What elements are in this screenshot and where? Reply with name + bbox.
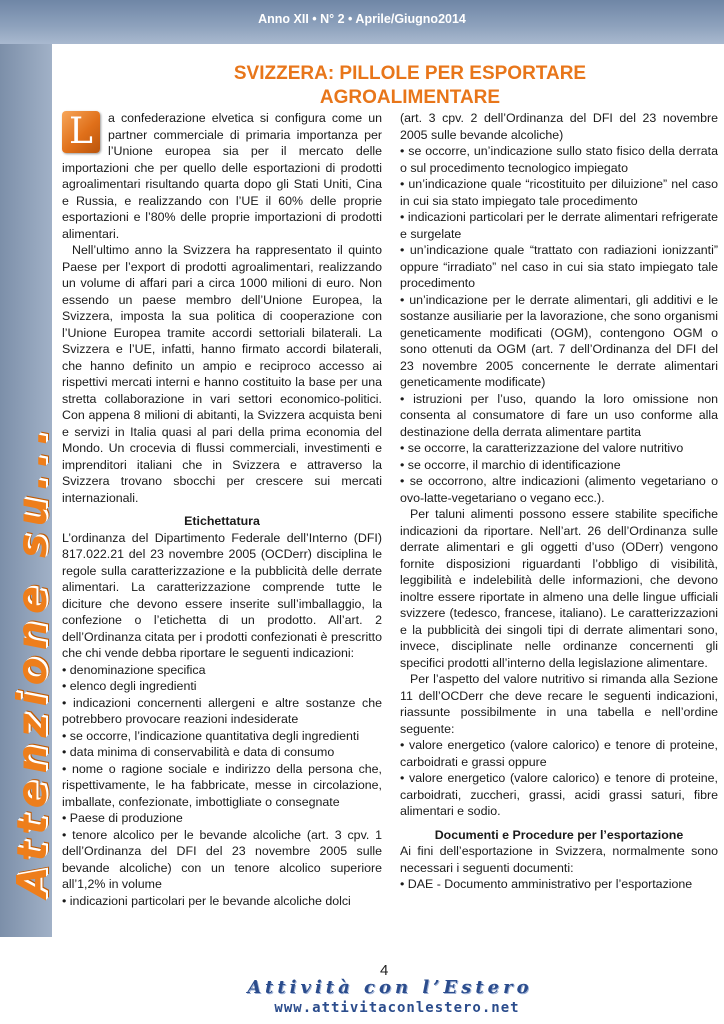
- paragraph: Ai fini dell’esportazione in Svizzera, normalmente sono necessari i seguenti documenti:: [400, 844, 718, 875]
- list-item: • un’indicazione per le derrate alimentari, gli additivi e le sostanze ausiliarie per la lavorazione, che sono organismi geneticamente modificati (OGM), contengono OGM o sono ottenuti da OGM (art. 7 dell’Ordinanza del DFI del 23 novembre 2005 concernente le derrate alimentari geneticamente modificate): [400, 292, 718, 389]
- list-item-continued: (art. 3 cpv. 2 dell’Ordinanza del DFI del 23 novembre 2005 sulle bevande alcoliche): [400, 111, 718, 142]
- section-heading-documenti: Documenti e Procedure per l’esportazione: [434, 827, 684, 842]
- issue-info: Anno XII • N° 2 • Aprile/Giugno2014: [258, 12, 466, 26]
- article-title: [160, 62, 660, 110]
- list-item: • data minima di conservabilità e data di consumo: [62, 745, 335, 759]
- list-item: • valore energetico (valore calorico) e tenore di proteine, carboidrati, zuccheri, grassi, acidi grassi saturi, fibre alimentari e sodio.: [400, 771, 718, 818]
- article-title-line1: SVIZZERA: PILLOLE PER ESPORTARE: [233, 63, 587, 84]
- right-column: [400, 110, 718, 893]
- list-item: • istruzioni per l’uso, quando la loro omissione non consenta al consumatore di fare un uso conforme alla destinazione della derrata alimentare partita: [400, 391, 718, 439]
- website-link[interactable]: www.attivitaconlestero.net: [274, 1000, 520, 1016]
- list-item: • elenco degli ingredienti: [62, 679, 197, 693]
- list-item: • se occorrono, altre indicazioni (alimento vegetariano o ovo-latte-vegetariano o vegano ecc.).: [400, 474, 718, 505]
- list-item: • un’indicazione quale “ricostituito per diluizione” nel caso in cui sia stato impiegato tale procedimento: [400, 177, 718, 208]
- list-item: • denominazione specifica: [62, 662, 206, 677]
- intro-text: a confederazione elvetica si configura come un partner commerciale di primaria importanza per l’Unione europea sia per il mercato delle importazioni che per quello delle esportazioni di prodotti agroalimentari risultando quarta dopo gli Stati Uniti, Cina e Russia, e realizzando con l’UE il 60% delle proprie esportazioni e l’80% delle proprie importazioni di prodotti alimentari.: [62, 111, 382, 241]
- list-item: • un’indicazione quale “trattato con radiazioni ionizzanti” oppure “irradiato” nel caso in cui sia stato impiegato tale procedimento: [400, 243, 718, 290]
- drop-cap: L: [62, 111, 100, 153]
- paragraph: Per taluni alimenti possono essere stabilite specifiche indicazioni da riportare. Nell’art. 26 dell’Ordinanza sulle derrate alimentari e gli oggetti d’uso (ODerr) vengono fornite disposizioni riguardanti l’obbligo di visibilità, leggibilità e indelebilità delle informazioni, che devono inoltre essere riportate in almeno una delle lingue ufficiali svizzere (tedesco, francese, italiano). Le caratterizzazioni e la pubblicità dei singoli tipi di derrate alimentari sono, invece, disciplinate nelle ordinanze concernenti gli specifici prodotti all’interno della legislazione alimentare.: [400, 507, 718, 670]
- list-item: • se occorre, l’indicazione quantitativa degli ingredienti: [62, 728, 360, 743]
- list-item: • se occorre, il marchio di identificazione: [400, 457, 621, 472]
- left-column: [62, 110, 382, 909]
- list-item: • tenore alcolico per le bevande alcoliche (art. 3 cpv. 1 dell’Ordinanza del DFI del 23 novembre 2005 sulle bevande alcoliche) con un tenore alcolico superiore all’1,2% in volume: [62, 827, 382, 891]
- paragraph: Nell’ultimo anno la Svizzera ha rappresentato il quinto Paese per l’export di prodotti agroalimentari, realizzando un volume di affari pari a circa 1000 milioni di euro. Non essendo un paese membro dell’Unione Europea, la Svizzera, imposta la sua politica di cooperazione con l’Unione Europea tramite accordi settoriali bilaterali. La Svizzera e l’UE, infatti, hanno firmato accordi bilaterali, che hanno definito un ampio e reciproco accesso ai rispettivi mercati interni e hanno costituito la base per una stretta collaborazione in vari settori economico-politici. Con appena 8 milioni di abitanti, la Svizzera acquista beni e servizi in Italia quasi al pari della prima economia del Mondo. Un crocevia di flussi commerciali, investimenti e imprenditori italiani che in Svizzera e attraverso la Svizzera trovano sbocchi per crescere sui mercati internazionali.: [62, 243, 382, 505]
- paragraph: Per l’aspetto del valore nutritivo si rimanda alla Sezione 11 dell’OCDerr che deve recare le seguenti indicazioni, riassunte possibilmente in una tabella e nell’ordine seguente:: [400, 672, 718, 736]
- list-item: • DAE - Documento amministrativo per l’esportazione: [400, 877, 693, 891]
- article-title-line2: AGROALIMENTARE: [319, 87, 501, 108]
- list-item: • Paese di produzione: [62, 811, 183, 825]
- list-item: • se occorre, un’indicazione sullo stato fisico della derrata o sul procedimento tecnologico impiegato: [400, 144, 718, 175]
- page-number: 4: [380, 962, 389, 979]
- list-item: • indicazioni particolari per le bevande alcoliche dolci: [62, 893, 351, 908]
- list-item: • nome o ragione sociale e indirizzo della persona che, rispettivamente, le ha fabbricate, messe in circolazione, imballate, confezionate, imbottigliate o consegnate: [62, 761, 382, 809]
- section-heading-etichettatura: Etichettatura: [184, 514, 260, 528]
- intro-paragraph: [62, 110, 382, 242]
- list-item: • indicazioni particolari per le derrate alimentari refrigerate e surgelate: [400, 210, 718, 241]
- list-item: • se occorre, la caratterizzazione del valore nutritivo: [400, 441, 684, 455]
- list-item: • valore energetico (valore calorico) e tenore di proteine, carboidrati e grassi oppure: [400, 738, 718, 769]
- list-item: • indicazioni concernenti allergeni e altre sostanze che potrebbero provocare reazioni indesiderate: [62, 695, 382, 726]
- masthead-logo: Attività con l’Estero: [247, 977, 533, 998]
- sidebar-label: Attenzione su...: [8, 422, 56, 898]
- paragraph: L’ordinanza del Dipartimento Federale dell’Interno (DFI) 817.022.21 del 23 novembre 2005 (OCDerr) disciplina le regole sulla caratterizzazione e la pubblicità delle derrate alimentari. La caratterizzazione comprende tutte le diciture che devono essere inserite sull’imballaggio, la confezione o l’etichetta di un prodotto. All’art. 2 dell’Ordinanza citata per i prodotti confezionati è prescritto che chi vende debba riportare le seguenti indicazioni:: [62, 530, 382, 660]
